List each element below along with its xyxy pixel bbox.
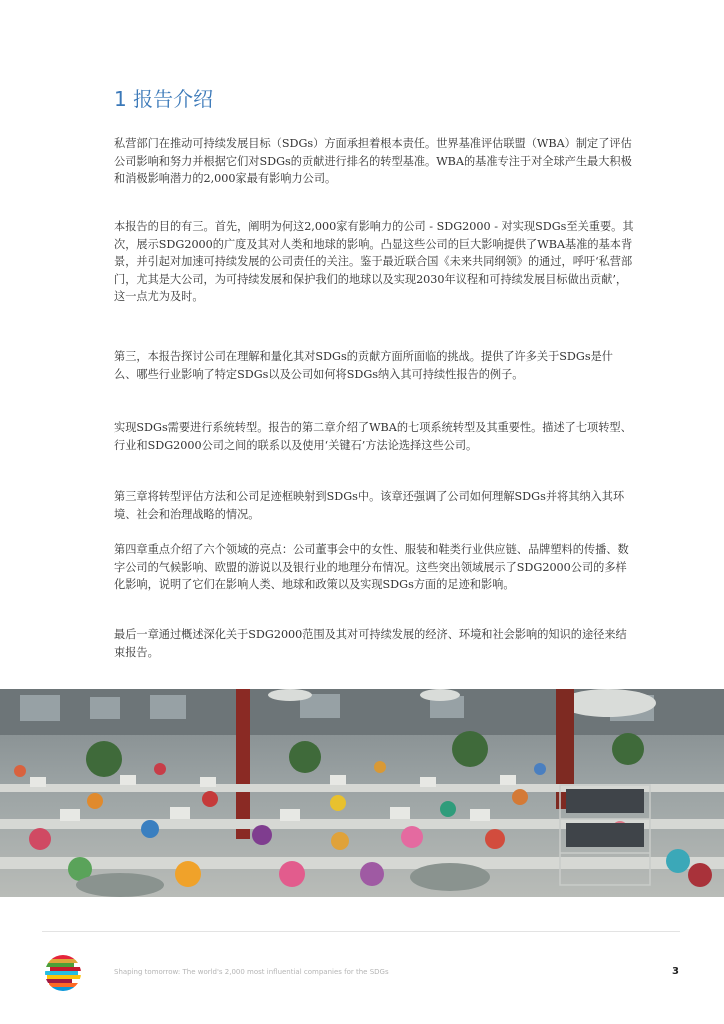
section-title: 1 报告介绍 bbox=[114, 87, 214, 112]
footer-text: Shaping tomorrow: The world's 2,000 most influential companies for the SDGs bbox=[114, 968, 389, 976]
wba-logo-icon bbox=[44, 954, 82, 992]
paragraph-2: 本报告的目的有三。首先，阐明为何这2,000家有影响力的公司 - SDG2000 - 对实现SDGs至关重要。其次，展示SDG2000的广度及其对人类和地球的影响。凸显这些公司的巨大影响提供了WBA基准的基本背景，并引起对加速可持续发展的公司责任的关注。鉴于最近联合国《未来共同纲领》的通过，呼吁‘私营部门，尤其是大公司，为可持续发展和保护我们的地球以及实现2030年议程和可持续发展目标做出贡献’，这一点尤为及时。 bbox=[114, 220, 634, 303]
page-number: 3 bbox=[672, 966, 679, 977]
garment-factory-photo bbox=[0, 689, 724, 897]
paragraph-4: 实现SDGs需要进行系统转型。报告的第二章介绍了WBA的七项系统转型及其重要性。描述了七项转型、行业和SDG2000公司之间的联系以及使用‘关键石’方法论选择这些公司。 bbox=[114, 421, 632, 452]
paragraph-3: 第三，本报告探讨公司在理解和量化其对SDGs的贡献方面所面临的挑战。提供了许多关于SDGs是什么、哪些行业影响了特定SDGs以及公司如何将SDGs纳入其可持续性报告的例子。 bbox=[114, 350, 613, 381]
paragraph-6: 第四章重点介绍了六个领域的亮点：公司董事会中的女性、服装和鞋类行业供应链、品牌塑料的传播、数字公司的气候影响、欧盟的游说以及银行业的地理分布情况。这些突出领域展示了SDG2000公司的多样化影响，说明了它们在影响人类、地球和政策以及实现SDGs方面的足迹和影响。 bbox=[114, 543, 629, 591]
footer-divider bbox=[42, 931, 680, 932]
paragraph-5: 第三章将转型评估方法和公司足迹框映射到SDGs中。该章还强调了公司如何理解SDGs并将其纳入其环境、社会和治理战略的情况。 bbox=[114, 490, 625, 521]
paragraph-1: 私营部门在推动可持续发展目标（SDGs）方面承担着根本责任。世界基准评估联盟（WBA）制定了评估公司影响和努力并根据它们对SDGs的贡献进行排名的转型基准。WBA的基准专注于对全球产生最大积极和消极影响潜力的2,000家最有影响力公司。 bbox=[114, 137, 632, 185]
paragraph-7: 最后一章通过概述深化关于SDG2000范围及其对可持续发展的经济、环境和社会影响的知识的途径来结束报告。 bbox=[114, 628, 627, 659]
